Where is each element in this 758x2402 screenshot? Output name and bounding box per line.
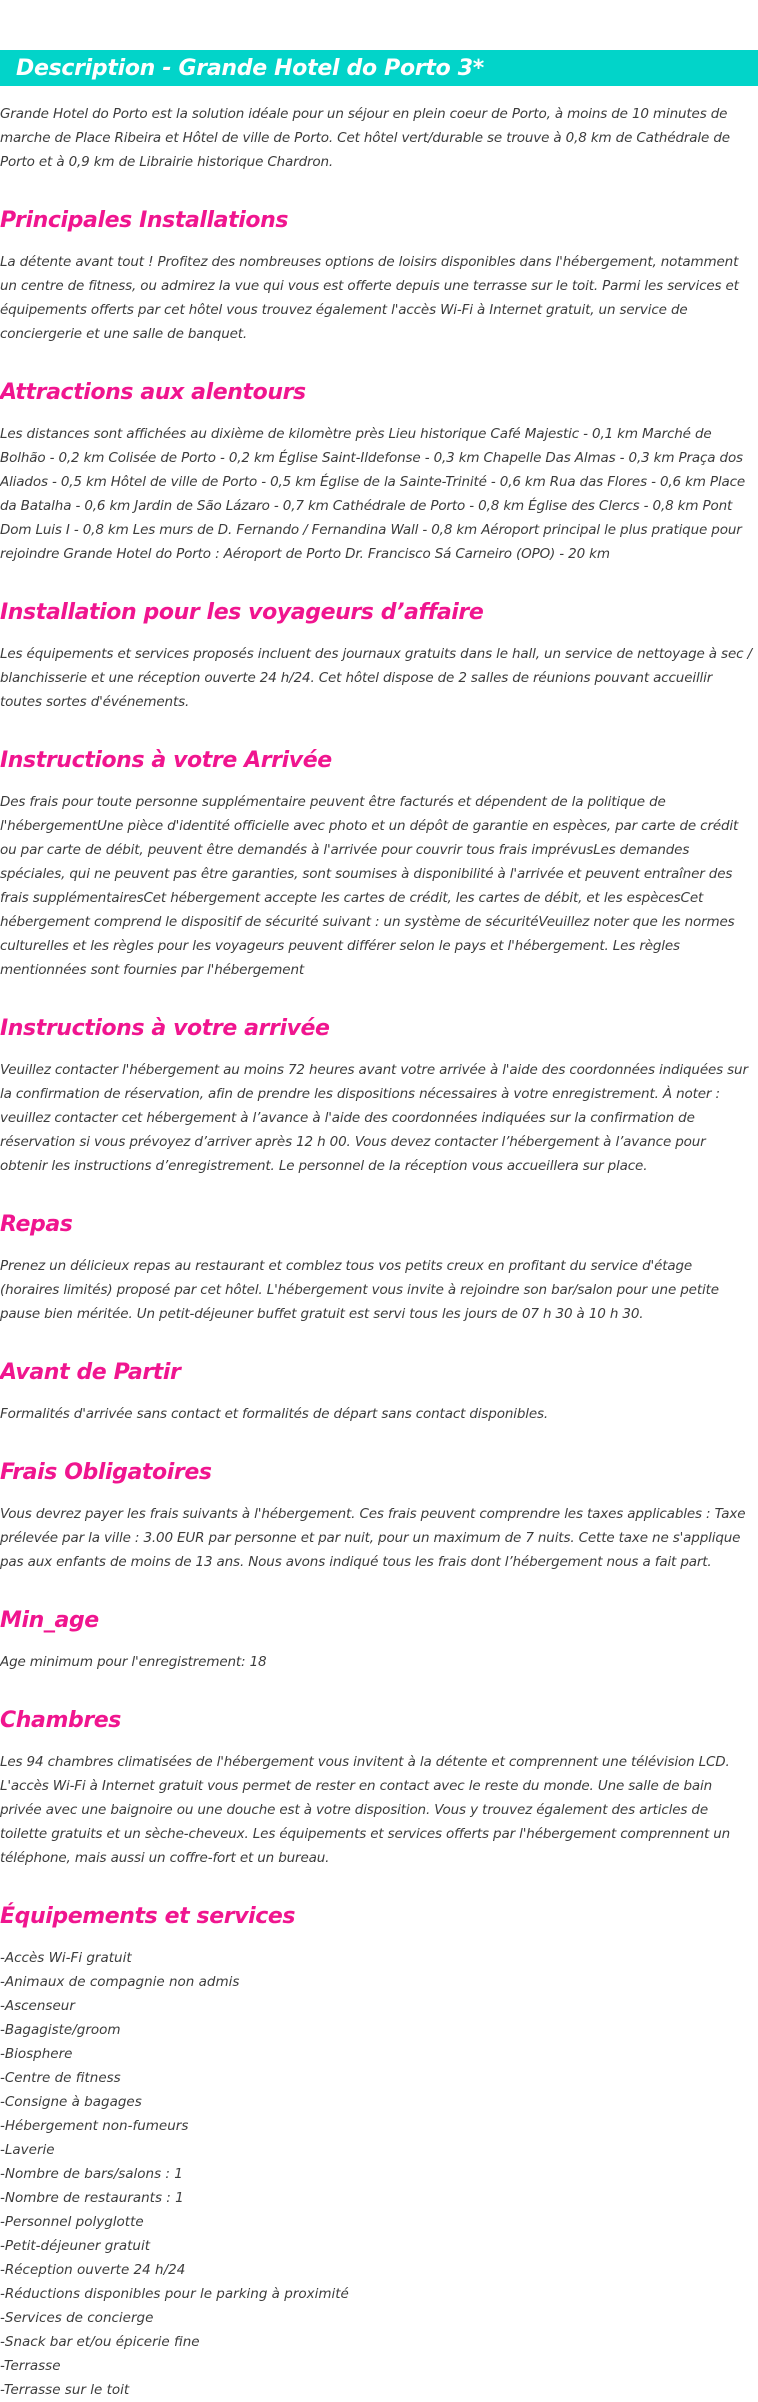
section-text: Les équipements et services proposés incluent des journaux gratuits dans le hall, un service de nettoyage à sec / blanchisserie et une réception ouverte 24 h/24. Cet hôtel dispose de 2 salles de réunions pouvant accueillir toutes sortes d'événements. — [0, 646, 752, 710]
list-item: -Hébergement non-fumeurs — [0, 2118, 189, 2134]
list-item: -Petit-déjeuner gratuit — [0, 2238, 151, 2254]
section-text: La détente avant tout ! Profitez des nombreuses options de loisirs disponibles dans l'hébergement, notamment un centre de fitness, ou admirez la vue qui vous est offerte depuis une terrasse sur le toit. Parmi les services et équipements offerts par cet hôtel vous trouvez également l'accès Wi-Fi à Internet gratuit, un service de conciergerie et une salle de banquet. — [0, 254, 739, 342]
list-item: -Biosphere — [0, 2046, 73, 2062]
section-title: Instructions à votre arrivée — [0, 1016, 330, 1041]
section-title: Repas — [0, 1212, 73, 1237]
list-item: -Nombre de bars/salons : 1 — [0, 2166, 183, 2182]
list-item: -Consigne à bagages — [0, 2094, 142, 2110]
section-title: Principales Installations — [0, 208, 289, 233]
section-attractions — [0, 378, 758, 566]
list-item: -Réductions disponibles pour le parking à proximité — [0, 2286, 349, 2302]
section-title: Instructions à votre Arrivée — [0, 748, 332, 773]
section-title: Frais Obligatoires — [0, 1460, 212, 1485]
list-item: -Terrasse — [0, 2358, 61, 2374]
list-item: -Services de concierge — [0, 2310, 154, 2326]
section-text: Formalités d'arrivée sans contact et formalités de départ sans contact disponibles. — [0, 1406, 549, 1422]
list-item: -Centre de fitness — [0, 2070, 121, 2086]
section-title: Chambres — [0, 1708, 121, 1733]
section-text: Des frais pour toute personne supplémentaire peuvent être facturés et dépendent de la politique de l'hébergementUne pièce d'identité officielle avec photo et un dépôt de garantie en espèces, par carte de crédit ou par carte de débit, peuvent être demandés à l'arrivée pour couvrir tous frais imprévusLes demandes spéciales, qui ne peuvent pas être garanties, sont soumises à disponibilité à l'arrivée et peuvent entraîner des frais supplémentairesCet hébergement accepte les cartes de crédit, les cartes de débit, et les espècesCet hébergement comprend le dispositif de sécurité suivant : un système de sécuritéVeuillez noter que les normes culturelles et les règles pour les voyageurs peuvent différer selon le pays et l'hébergement. Les règles mentionnées sont fournies par l'hébergement — [0, 794, 739, 978]
section-title: Installation pour les voyageurs d’affaire — [0, 600, 484, 625]
list-item: -Ascenseur — [0, 1998, 75, 2014]
list-item: -Réception ouverte 24 h/24 — [0, 2262, 186, 2278]
section-title: Attractions aux alentours — [0, 380, 306, 405]
section-chambres — [0, 1706, 758, 1870]
section-instructions-arrivee-1 — [0, 746, 758, 982]
equipment-list — [0, 1946, 758, 2402]
list-item: -Snack bar et/ou épicerie fine — [0, 2334, 200, 2350]
list-item: -Accès Wi-Fi gratuit — [0, 1950, 132, 1966]
section-min-age — [0, 1606, 758, 1674]
section-avant-de-partir — [0, 1358, 758, 1426]
section-title: Avant de Partir — [0, 1360, 181, 1385]
page-title: Description - Grande Hotel do Porto 3* — [0, 50, 758, 86]
section-text: Prenez un délicieux repas au restaurant et comblez tous vos petits creux en profitant du service d'étage (horaires limités) proposé par cet hôtel. L'hébergement vous invite à rejoindre son bar/salon pour une petite pause bien méritée. Un petit-déjeuner buffet gratuit est servi tous les jours de 07 h 30 à 10 h 30. — [0, 1258, 719, 1322]
list-item: -Terrasse sur le toit — [0, 2382, 130, 2398]
section-principales-installations — [0, 206, 758, 346]
section-title: Min_age — [0, 1608, 99, 1633]
section-text: Age minimum pour l'enregistrement: 18 — [0, 1654, 267, 1670]
section-text: Vous devrez payer les frais suivants à l'hébergement. Ces frais peuvent comprendre les taxes applicables : Taxe prélevée par la ville : 3.00 EUR par personne et par nuit, pour un maximum de 7 nuits. Cette taxe ne s'applique pas aux enfants de moins de 13 ans. Nous avons indiqué tous les frais dont l’hébergement nous a fait part. — [0, 1506, 746, 1570]
section-voyageurs-affaire — [0, 598, 758, 714]
list-item: -Animaux de compagnie non admis — [0, 1974, 240, 1990]
section-title: Équipements et services — [0, 1904, 296, 1929]
section-text: Les distances sont affichées au dixième de kilomètre près Lieu historique Café Majestic - 0,1 km Marché de Bolhão - 0,2 km Colisée de Porto - 0,2 km Église Saint-Ildefonse - 0,3 km Chapelle Das Almas - 0,3 km Praça dos Aliados - 0,5 km Hôtel de ville de Porto - 0,5 km Église de la Sainte-Trinité - 0,6 km Rua das Flores - 0,6 km Place da Batalha - 0,6 km Jardin de São Lázaro - 0,7 km Cathédrale de Porto - 0,8 km Église des Clercs - 0,8 km Pont Dom Luis I - 0,8 km Les murs de D. Fernando / Fernandina Wall - 0,8 km Aéroport principal le plus pratique pour rejoindre Grande Hotel do Porto : Aéroport de Porto Dr. Francisco Sá Carneiro (OPO) - 20 km — [0, 426, 746, 562]
list-item: -Bagagiste/groom — [0, 2022, 121, 2038]
section-equipements — [0, 1902, 758, 2402]
intro-text: Grande Hotel do Porto est la solution idéale pour un séjour en plein coeur de Porto, à moins de 10 minutes de marche de Place Ribeira et Hôtel de ville de Porto. Cet hôtel vert/durable se trouve à 0,8 km de Cathédrale de Porto et à 0,9 km de Librairie historique Chardron. — [0, 106, 730, 170]
list-item: -Personnel polyglotte — [0, 2214, 144, 2230]
section-text: Les 94 chambres climatisées de l'hébergement vous invitent à la détente et comprennent une télévision LCD. L'accès Wi-Fi à Internet gratuit vous permet de rester en contact avec le reste du monde. Une salle de bain privée avec une baignoire ou une douche est à votre disposition. Vous y trouvez également des articles de toilette gratuits et un sèche-cheveux. Les équipements et services offerts par l'hébergement comprennent un téléphone, mais aussi un coffre-fort et un bureau. — [0, 1754, 731, 1866]
section-instructions-arrivee-2 — [0, 1014, 758, 1178]
section-repas — [0, 1210, 758, 1326]
list-item: -Nombre de restaurants : 1 — [0, 2190, 184, 2206]
list-item: -Laverie — [0, 2142, 55, 2158]
section-text: Veuillez contacter l'hébergement au moins 72 heures avant votre arrivée à l'aide des coordonnées indiquées sur la confirmation de réservation, afin de prendre les dispositions nécessaires à votre enregistrement. À noter : veuillez contacter cet hébergement à l’avance à l'aide des coordonnées indiquées sur la confirmation de réservation si vous prévoyez d’arriver après 12 h 00. Vous devez contacter l’hébergement à l’avance pour obtenir les instructions d’enregistrement. Le personnel de la réception vous accueillera sur place. — [0, 1062, 748, 1174]
section-frais-obligatoires — [0, 1458, 758, 1574]
